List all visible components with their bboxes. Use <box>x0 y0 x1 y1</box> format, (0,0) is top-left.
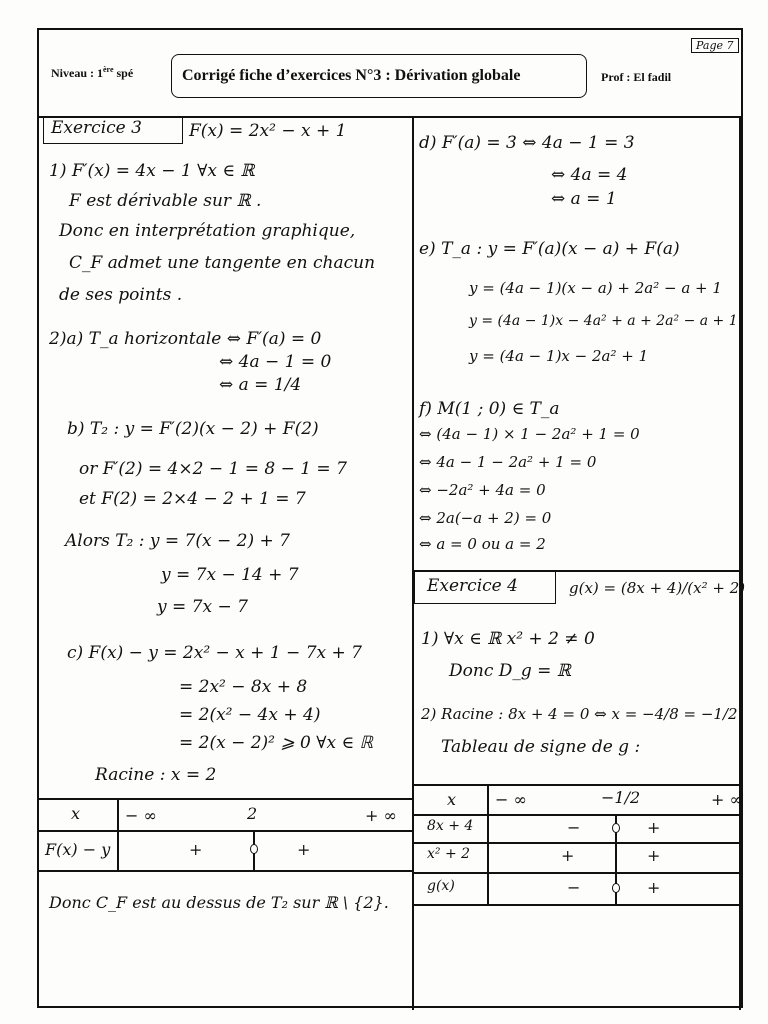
table-plus-inf: + ∞ <box>711 790 743 809</box>
exercise4-title: Exercice 4 <box>427 576 518 596</box>
left-line: ⇔ a = 1/4 <box>219 375 302 395</box>
right-line: e) T_a : y = F′(a)(x − a) + F(a) <box>419 239 680 259</box>
table-sign: + <box>647 818 661 837</box>
page-number: Page 7 <box>691 38 739 53</box>
left-line: 2)a) T_a horizontale ⇔ F′(a) = 0 <box>49 329 322 349</box>
left-line: = 2x² − 8x + 8 <box>179 677 308 697</box>
left-conclusion: Donc C_F est au dessus de T₂ sur ℝ \ {2}. <box>49 893 389 912</box>
table-row-label: F(x) − y <box>45 840 111 859</box>
table-sign: + <box>647 846 661 865</box>
teacher-name: Prof : El fadil <box>601 70 672 84</box>
exercise4-line: 1) ∀x ∈ ℝ x² + 2 ≠ 0 <box>421 629 595 649</box>
table-row-label: g(x) <box>427 878 455 894</box>
left-line: = 2(x² − 4x + 4) <box>179 705 321 725</box>
exercise3-title: Exercice 3 <box>51 118 142 138</box>
right-line: ⇔ (4a − 1) × 1 − 2a² + 1 = 0 <box>419 425 640 443</box>
table-root: −1/2 <box>601 788 641 807</box>
level-label: Niveau : 1ère spé <box>51 65 134 80</box>
left-line: Racine : x = 2 <box>95 765 217 785</box>
right-line: ⇔ 2a(−a + 2) = 0 <box>419 509 552 527</box>
table-x-label: x <box>447 790 457 809</box>
table-row-label: 8x + 4 <box>427 818 474 834</box>
left-line: or F′(2) = 4×2 − 1 = 8 − 1 = 7 <box>79 459 347 479</box>
left-line: de ses points . <box>59 285 183 305</box>
left-line: y = 7x − 14 + 7 <box>161 565 299 585</box>
exercise4-function: g(x) = (8x + 4)/(x² + 2) <box>569 579 746 597</box>
table-sign: − <box>567 818 581 837</box>
right-line: ⇔ 4a − 1 − 2a² + 1 = 0 <box>419 453 597 471</box>
table-minus-inf: − ∞ <box>495 790 527 809</box>
left-line: ⇔ 4a − 1 = 0 <box>219 352 332 372</box>
right-line: y = (4a − 1)x − 4a² + a + 2a² − a + 1 <box>469 313 738 329</box>
table-sign: + <box>561 846 575 865</box>
right-line: ⇔ a = 0 ou a = 2 <box>419 535 546 553</box>
right-line: ⇔ a = 1 <box>551 189 617 209</box>
page-header <box>39 30 741 118</box>
left-line: C_F admet une tangente en chacun <box>69 253 376 273</box>
right-line: ⇔ −2a² + 4a = 0 <box>419 481 546 499</box>
table-sign: − <box>567 878 581 897</box>
left-line: F est dérivable sur ℝ . <box>69 191 262 211</box>
left-line: 1) F′(x) = 4x − 1 ∀x ∈ ℝ <box>49 161 255 181</box>
table-x-label: x <box>71 804 81 823</box>
left-line: = 2(x − 2)² ⩾ 0 ∀x ∈ ℝ <box>179 733 373 753</box>
right-line: y = (4a − 1)(x − a) + 2a² − a + 1 <box>469 279 722 297</box>
table-sign: + <box>647 878 661 897</box>
right-border <box>739 116 741 1010</box>
column-divider <box>412 116 414 1010</box>
table-row-label: x² + 2 <box>427 846 471 862</box>
table-sign: + <box>297 840 311 859</box>
left-line: Donc en interprétation graphique, <box>59 221 356 241</box>
right-line: ⇔ 4a = 4 <box>551 165 628 185</box>
right-line: d) F′(a) = 3 ⇔ 4a − 1 = 3 <box>419 133 635 153</box>
left-line: y = 7x − 7 <box>157 597 248 617</box>
exercise4-line: 2) Racine : 8x + 4 = 0 ⇔ x = −4/8 = −1/2 <box>421 705 738 723</box>
exercise4-line: Donc D_g = ℝ <box>449 661 571 681</box>
right-line: f) M(1 ; 0) ∈ T_a <box>419 399 560 419</box>
document-title: Corrigé fiche d’exercices N°3 : Dérivation globale <box>171 54 587 98</box>
table-sign: + <box>189 840 203 859</box>
worksheet-page <box>37 28 746 1008</box>
exercise3-function: F(x) = 2x² − x + 1 <box>189 121 347 141</box>
table-root: 2 <box>247 804 258 823</box>
exercise4-line: Tableau de signe de g : <box>441 737 641 757</box>
right-line: y = (4a − 1)x − 2a² + 1 <box>469 347 649 365</box>
left-line: Alors T₂ : y = 7(x − 2) + 7 <box>65 531 290 551</box>
left-line: c) F(x) − y = 2x² − x + 1 − 7x + 7 <box>67 643 362 663</box>
left-line: b) T₂ : y = F′(2)(x − 2) + F(2) <box>67 419 319 439</box>
left-line: et F(2) = 2×4 − 2 + 1 = 7 <box>79 489 306 509</box>
table-minus-inf: − ∞ <box>125 806 157 825</box>
table-plus-inf: + ∞ <box>365 806 397 825</box>
